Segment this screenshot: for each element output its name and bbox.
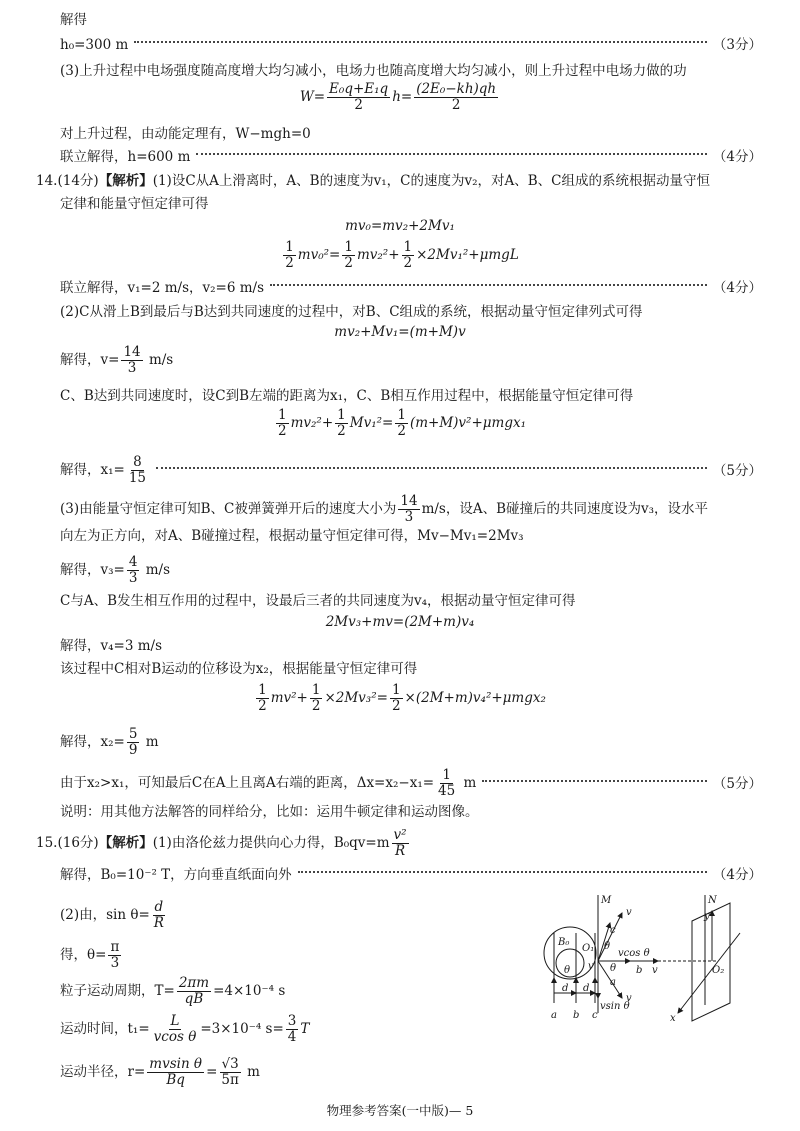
fraction-numerator: 3: [287, 1013, 297, 1029]
formula-work: [0, 82, 800, 113]
fraction-denominator: 2: [391, 698, 401, 714]
unit: m: [463, 775, 477, 791]
fraction-numerator: 4: [128, 554, 138, 570]
fraction-half: [276, 408, 289, 439]
fraction-denominator: vcos θ: [153, 1029, 197, 1045]
formula-part: ×(2M+m)v₄²+μmgx₂: [404, 690, 546, 706]
solution-time: [60, 1014, 309, 1045]
dot-leader: [196, 153, 707, 155]
fraction-half: [335, 408, 348, 439]
unit: m/s: [148, 352, 174, 368]
label-b: b: [636, 965, 643, 976]
label-vcos: vcos θ: [618, 948, 650, 959]
fraction-numerator: d: [154, 899, 164, 915]
fraction-numerator: 1: [258, 682, 267, 698]
text-part: m/s，设A、B碰撞后的共同速度设为v₃，设水平: [421, 501, 709, 517]
formula-part: mv₀²=: [297, 247, 341, 263]
formula-part: =4×10⁻⁴ s: [213, 983, 286, 999]
dot-leader: [134, 41, 707, 43]
label-d: d: [583, 983, 590, 994]
formula-part: =: [206, 1064, 218, 1080]
question-text: (1)设C从A上滑离时，A、B的速度为v₁，C的速度为v₂，对A、B、C组成的系统根据动量守恒: [152, 173, 710, 189]
fraction: [127, 555, 140, 586]
answer-row: [60, 148, 762, 166]
fraction-numerator: 14: [400, 493, 418, 509]
x-axis: [678, 933, 740, 1013]
fraction-numerator: 1: [285, 239, 294, 255]
fraction-denominator: 3: [110, 955, 120, 971]
label-c: c: [592, 1010, 598, 1021]
fraction-denominator: 4: [287, 1029, 297, 1045]
fraction-numerator: 1: [277, 407, 287, 423]
fraction-half: [310, 683, 323, 714]
label-theta: θ: [564, 965, 571, 976]
fraction-denominator: R: [394, 843, 406, 859]
question-14-header: [36, 172, 710, 190]
solution-v: [60, 345, 173, 376]
formula-energy-3: [0, 683, 800, 714]
answer-text: 联立解得，h=600 m: [60, 149, 191, 165]
fraction-denominator: R: [153, 915, 164, 931]
formula-part: =3×10⁻⁴ s=: [200, 1021, 284, 1037]
fraction-numerator: 14: [123, 344, 141, 360]
question-score: (16分): [57, 835, 99, 851]
formula-part: ×2Mv₁²+μmgL: [416, 247, 519, 263]
label-O2: O₂: [712, 965, 725, 976]
label-x: x: [670, 1013, 676, 1024]
fraction-half: [342, 240, 355, 271]
fraction-numerator: (2E₀−kh)qh: [416, 81, 497, 97]
fraction-half: [390, 683, 403, 714]
answer-row: [60, 36, 762, 54]
fraction-denominator: 2: [277, 423, 287, 439]
fraction-numerator: 5: [128, 726, 138, 742]
label-c: c: [610, 925, 616, 936]
answer-row: [60, 455, 762, 486]
solution-sin: [60, 900, 168, 931]
score: （4分）: [712, 149, 762, 165]
fraction: [147, 1057, 204, 1088]
label-v: v: [588, 961, 594, 972]
formula-energy-2: [0, 408, 800, 439]
label-N: N: [708, 895, 717, 906]
text-line: 该过程中C相对B运动的位移设为x₂，根据能量守恒定律可得: [60, 661, 418, 677]
label-v: v: [626, 993, 632, 1004]
unit: m/s: [145, 562, 171, 578]
answer-text: [60, 455, 150, 486]
question-number: 15.: [36, 835, 58, 851]
fraction-denominator: qB: [184, 991, 204, 1007]
fraction-denominator: 15: [128, 470, 147, 486]
formula-energy-1: [0, 240, 800, 271]
fraction-numerator: π: [110, 939, 120, 955]
formula-part: 粒子运动周期，T=: [60, 983, 175, 999]
text-line: 对上升过程，由动能定理有，W−mgh=0: [60, 126, 311, 142]
label-v: v: [652, 965, 658, 976]
formula-part: (m+M)v²+μmgx₁: [409, 415, 526, 431]
fraction-denominator: 2: [403, 255, 413, 271]
score: （5分）: [712, 775, 762, 792]
fraction-numerator: 2πm: [178, 975, 210, 991]
label-d: d: [562, 983, 569, 994]
fraction-numerator: √3: [221, 1056, 239, 1072]
label-vsin: vsin θ: [600, 1001, 630, 1012]
text-line: [60, 494, 708, 525]
label-O1: O₁: [582, 943, 595, 954]
fraction-numerator: E₀q+E₁q: [329, 81, 389, 97]
dot-leader: [156, 467, 707, 469]
text-line: C与A、B发生相互作用的过程中，设最后三者的共同速度为v₄，根据动量守恒定律可得: [60, 593, 576, 609]
fraction: [327, 82, 390, 113]
physics-diagram: [540, 893, 770, 1028]
fraction: [398, 494, 419, 525]
text-line: C、B达到共同速度时，设C到B左端的距离为x₁，C、B相互作用过程中，根据能量守恒定律可得: [60, 388, 634, 404]
formula-part: Mv₁²=: [349, 415, 394, 431]
formula-part: 解得，v=: [60, 352, 120, 368]
fraction: [127, 727, 140, 758]
text-line: 解得: [60, 12, 87, 28]
fraction-denominator: 2: [397, 423, 406, 439]
answer-text: 解得，B₀=10⁻² T，方向垂直纸面向外: [60, 867, 292, 883]
formula-part: 运动时间，t₁=: [60, 1021, 150, 1037]
text-line: (2)C从滑上B到最后与B达到共同速度的过程中，对B、C组成的系统，根据动量守恒定律列式可得: [60, 304, 643, 320]
answer-text: [60, 768, 476, 799]
fraction-half: [402, 240, 415, 271]
question-score: (14分): [57, 173, 99, 189]
solution-theta: [60, 940, 123, 971]
text-line: (3)上升过程中电场强度随高度增大均匀减小，电场力也随高度增大均匀减小，则上升过程中电场力做的功: [60, 63, 687, 79]
fraction-denominator: 2: [311, 698, 321, 714]
fraction-denominator: 5π: [221, 1072, 239, 1088]
label-v: v: [626, 907, 632, 918]
score: （4分）: [712, 280, 762, 296]
formula-momentum-3: 2Mv₃+mv=(2M+m)v₄: [325, 614, 475, 630]
formula-momentum-2: mv₂+Mv₁=(m+M)v: [334, 324, 466, 340]
question-15-header: [36, 828, 411, 859]
formula-part: 解得，v₃=: [60, 562, 125, 578]
formula-part: 解得，x₂=: [60, 734, 125, 750]
formula-part: 运动半径，r=: [60, 1064, 146, 1080]
formula-part: 得，θ=: [60, 947, 107, 963]
formula-part: (2)由，sin θ=: [60, 907, 150, 923]
fraction-denominator: Bq: [166, 1072, 185, 1088]
answer-row: [60, 279, 762, 297]
score: （4分）: [712, 867, 762, 883]
label-b: b: [573, 1010, 580, 1021]
formula-momentum-1: mv₀=mv₂+2Mv₁: [345, 218, 455, 234]
answer-row: [60, 768, 762, 799]
question-text: (1)由洛伦兹力提供向心力得，B₀qv=m: [152, 835, 390, 851]
fraction-numerator: L: [170, 1013, 180, 1029]
fraction-numerator: 1: [391, 682, 401, 698]
formula-part: mv²+: [270, 690, 308, 706]
text-line: 解得，v₄=3 m/s: [60, 638, 163, 654]
fraction: [219, 1057, 240, 1088]
label-a: a: [551, 1010, 557, 1021]
fraction-half: [256, 683, 269, 714]
fraction-numerator: 8: [133, 454, 142, 470]
text-line: 向左为正方向，对A、B碰撞过程，根据动量守恒定律可得，Mv−Mv₁=2Mv₃: [60, 528, 524, 544]
dot-leader: [482, 780, 707, 782]
fraction-denominator: 45: [438, 783, 456, 799]
fraction: [152, 1014, 199, 1045]
dot-leader: [270, 284, 707, 286]
solution-period: [60, 976, 285, 1007]
fraction: [392, 828, 409, 859]
fraction-half: [395, 408, 408, 439]
fraction: [121, 345, 142, 376]
fraction: [286, 1014, 299, 1045]
dot-leader: [298, 871, 707, 873]
page-footer: 物理参考答案(一中版)— 5: [326, 1103, 474, 1118]
fraction-denominator: 2: [337, 423, 346, 439]
fraction-half: [283, 240, 296, 271]
fraction-denominator: 2: [285, 255, 294, 271]
fraction-denominator: 3: [127, 360, 137, 376]
label-theta: θ: [604, 941, 611, 952]
score: （3分）: [712, 37, 762, 53]
solution-v3: [60, 555, 170, 586]
unit: m: [247, 1064, 260, 1080]
formula-part: 由于x₂>x₁，可知最后C在A上且离A右端的距离，Δx=x₂−x₁=: [60, 775, 435, 791]
formula-part: h=: [392, 89, 413, 105]
fraction-numerator: 1: [403, 239, 413, 255]
label-M: M: [601, 895, 612, 906]
fraction-numerator: 1: [337, 407, 346, 423]
fraction-numerator: mvsin θ: [149, 1056, 203, 1072]
fraction-denominator: 2: [354, 97, 363, 113]
fraction-denominator: 2: [451, 97, 461, 113]
formula-part: ×2Mv₃²=: [324, 690, 388, 706]
fraction: [127, 455, 148, 486]
text-part: (3)由能量守恒定律可知B、C被弹簧弹开后的速度大小为: [60, 501, 397, 517]
analysis-tag: 【解析】: [98, 173, 153, 189]
screen-plane: [692, 903, 730, 1021]
unit: m: [145, 734, 159, 750]
fraction: [108, 940, 121, 971]
fraction-denominator: 2: [258, 698, 267, 714]
fraction: [414, 82, 498, 113]
answer-text: 联立解得，v₁=2 m/s，v₂=6 m/s: [60, 280, 265, 296]
note-line: 说明：用其他方法解答的同样给分，比如：运用牛顿定律和运动图像。: [60, 804, 479, 820]
score: （5分）: [712, 462, 762, 479]
fraction-denominator: 2: [344, 255, 353, 271]
fraction: [152, 900, 166, 931]
formula-part: mv₂²+: [356, 247, 400, 263]
answer-text: h₀=300 m: [60, 37, 129, 53]
answer-row: [60, 866, 762, 884]
formula-part: T: [300, 1021, 310, 1037]
fraction-numerator: 1: [442, 767, 451, 783]
fraction-numerator: 1: [397, 407, 406, 423]
solution-radius: [60, 1057, 260, 1088]
label-a: a: [610, 977, 616, 988]
solution-x2: [60, 727, 159, 758]
label-theta: θ: [610, 963, 617, 974]
analysis-tag: 【解析】: [98, 835, 153, 851]
formula-part: 解得，x₁=: [60, 462, 125, 478]
label-B0: B₀: [558, 937, 570, 948]
fraction-numerator: 1: [311, 682, 321, 698]
fraction-numerator: v²: [393, 827, 407, 843]
fraction-numerator: 1: [344, 239, 353, 255]
fraction: [436, 768, 457, 799]
label-y: y: [704, 911, 710, 922]
fraction-denominator: 3: [404, 509, 414, 525]
fraction-denominator: 3: [128, 570, 138, 586]
formula-part: W=: [299, 89, 326, 105]
formula-part: mv₂²+: [290, 415, 334, 431]
question-number: 14.: [36, 173, 58, 189]
fraction: [177, 976, 211, 1007]
text-line: 定律和能量守恒定律可得: [60, 196, 209, 212]
fraction-denominator: 9: [128, 742, 138, 758]
